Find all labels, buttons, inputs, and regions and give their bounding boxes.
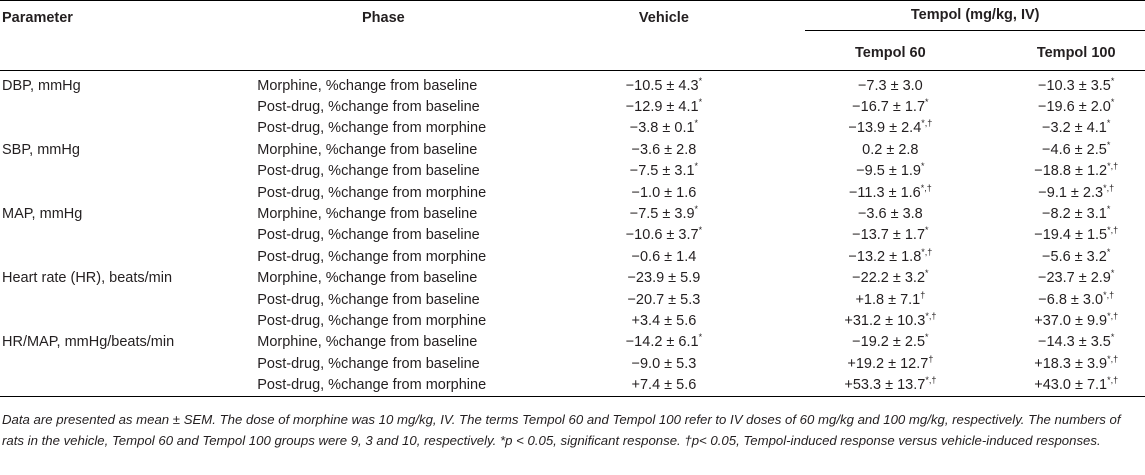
table-body <box>0 71 1145 397</box>
cell-tempol100: −8.2 ± 3.1* <box>1042 204 1111 223</box>
significance-marker: * <box>694 161 699 172</box>
cell-vehicle: −7.5 ± 3.1* <box>629 161 699 180</box>
cell-parameter <box>0 182 257 203</box>
significance-marker: *,† <box>1103 289 1115 300</box>
significance-marker: *,† <box>920 182 932 193</box>
cell-tempol60: −9.5 ± 1.9* <box>856 161 925 180</box>
col-header-tempol100: Tempol 100 <box>1036 45 1116 61</box>
significance-marker: * <box>698 332 703 343</box>
cell-tempol100: −5.6 ± 3.2* <box>1042 246 1111 265</box>
tempol-group-label: Tempol (mg/kg, IV) <box>805 7 1145 31</box>
significance-marker: *,† <box>921 246 933 257</box>
cell-phase: Morphine, %change from baseline <box>257 77 478 94</box>
significance-marker: *,† <box>1107 225 1119 236</box>
cell-tempol100: −19.6 ± 2.0* <box>1037 97 1115 116</box>
significance-marker: * <box>1110 97 1115 108</box>
cell-phase: Post-drug, %change from morphine <box>257 374 509 396</box>
significance-marker: * <box>1106 246 1111 257</box>
cell-parameter <box>0 225 257 246</box>
table-row <box>0 139 1145 160</box>
cell-vehicle: +7.4 ± 5.6 <box>510 374 764 396</box>
significance-marker: * <box>1106 204 1111 215</box>
cell-tempol60: +53.3 ± 13.7*,† <box>763 374 967 396</box>
cell-phase: Post-drug, %change from baseline <box>257 355 480 372</box>
significance-marker: *,† <box>925 311 937 322</box>
table-row <box>0 71 1145 97</box>
cell-tempol100: −3.2 ± 4.1* <box>1042 118 1111 137</box>
cell-phase: Morphine, %change from baseline <box>257 270 478 287</box>
cell-vehicle: −7.5 ± 3.9* <box>629 204 699 223</box>
cell-vehicle: −10.5 ± 4.3* <box>625 75 703 94</box>
col-header-phase: Phase <box>257 1 509 71</box>
cell-vehicle: −14.2 ± 6.1* <box>625 332 703 351</box>
significance-marker: * <box>1110 75 1115 86</box>
cell-tempol60: −7.3 ± 3.0 <box>857 77 923 94</box>
cell-tempol100: −18.8 ± 1.2*,† <box>1034 161 1119 180</box>
cell-tempol60: +1.8 ± 7.1† <box>855 289 926 308</box>
significance-marker: * <box>698 225 703 236</box>
cell-tempol100: −10.3 ± 3.5* <box>1037 75 1115 94</box>
cell-vehicle: −1.0 ± 1.6 <box>631 184 697 201</box>
cell-parameter <box>0 96 257 117</box>
cell-vehicle: −20.7 ± 5.3 <box>627 291 701 308</box>
table-row <box>0 268 1145 289</box>
cell-phase: Post-drug, %change from morphine <box>257 248 487 265</box>
cell-tempol60: −3.6 ± 3.8 <box>857 206 923 223</box>
significance-marker: * <box>925 268 929 279</box>
cell-phase: Morphine, %change from baseline <box>257 141 478 158</box>
significance-marker: * <box>1106 140 1111 151</box>
significance-marker: * <box>1110 268 1115 279</box>
table-row <box>0 182 1145 203</box>
cell-phase: Post-drug, %change from baseline <box>257 99 480 116</box>
cell-parameter: DBP, mmHg <box>2 77 81 94</box>
cell-tempol100: +18.3 ± 3.9*,† <box>1034 353 1119 372</box>
cell-phase: Post-drug, %change from morphine <box>257 312 487 329</box>
table-row <box>0 161 1145 182</box>
col-header-vehicle: Vehicle <box>510 1 764 71</box>
significance-marker: * <box>694 204 699 215</box>
cell-vehicle: −23.9 ± 5.9 <box>627 270 701 287</box>
significance-marker: *,† <box>925 375 937 386</box>
cell-parameter <box>0 246 257 267</box>
cell-tempol60: 0.2 ± 2.8 <box>862 141 919 158</box>
significance-marker: † <box>928 353 934 364</box>
table-row <box>0 96 1145 117</box>
cell-parameter: Heart rate (HR), beats/min <box>2 270 173 287</box>
significance-marker: * <box>925 225 929 236</box>
cell-parameter <box>0 353 257 374</box>
cell-tempol60: −11.3 ± 1.6*,† <box>848 182 932 201</box>
cell-tempol60: −22.2 ± 3.2* <box>852 268 929 287</box>
col-header-tempol60: Tempol 60 <box>855 45 926 61</box>
cell-tempol100: −14.3 ± 3.5* <box>1037 332 1115 351</box>
significance-marker: * <box>698 75 703 86</box>
cell-phase: Morphine, %change from baseline <box>257 206 478 223</box>
cell-tempol60: −16.7 ± 1.7* <box>852 97 929 116</box>
cell-parameter <box>0 289 257 310</box>
significance-marker: * <box>1110 332 1115 343</box>
cell-vehicle: −3.6 ± 2.8 <box>631 141 697 158</box>
table-row <box>0 374 1145 396</box>
cell-parameter <box>0 374 257 396</box>
cell-parameter <box>0 118 257 139</box>
cell-tempol60: +19.2 ± 12.7† <box>847 353 934 372</box>
table-row <box>0 353 1145 374</box>
cell-vehicle: −3.8 ± 0.1* <box>629 118 699 137</box>
significance-marker: * <box>698 97 703 108</box>
significance-marker: * <box>1106 118 1111 129</box>
cell-parameter: HR/MAP, mmHg/beats/min <box>2 334 175 351</box>
cell-parameter: SBP, mmHg <box>2 141 80 158</box>
table-row <box>0 225 1145 246</box>
cell-phase: Post-drug, %change from baseline <box>257 163 480 180</box>
col-header-tempol-group <box>763 1 1145 37</box>
significance-marker: *,† <box>1107 161 1119 172</box>
cell-phase: Post-drug, %change from morphine <box>257 184 487 201</box>
cell-tempol100: +43.0 ± 7.1*,† <box>967 374 1145 396</box>
cell-phase: Post-drug, %change from baseline <box>257 227 480 244</box>
table-row <box>0 289 1145 310</box>
significance-marker: * <box>925 97 929 108</box>
cell-tempol60: −13.9 ± 2.4*,† <box>848 118 933 137</box>
significance-marker: *,† <box>1103 182 1115 193</box>
cell-parameter <box>0 161 257 182</box>
cell-parameter <box>0 310 257 331</box>
cell-phase: Post-drug, %change from baseline <box>257 291 480 308</box>
table-footnote: Data are presented as mean ± SEM. The dose of morphine was 10 mg/kg, IV. The terms Tempol 60 and Tempol 100 refer to IV doses of 60 mg/kg and 100 mg/kg, respectively. The numbers of rats in the vehicle, Tempol 60 and Tempol 100 groups were 9, 3 and 10, respectively. *p < 0.05, significant response. †p< 0.05, Tempol-induced response versus vehicle-induced responses. <box>2 412 1121 448</box>
cell-tempol100: −19.4 ± 1.5*,† <box>1034 225 1119 244</box>
cell-tempol100: +37.0 ± 9.9*,† <box>1034 311 1119 329</box>
table-row <box>0 246 1145 267</box>
significance-marker: † <box>920 289 926 300</box>
cell-phase: Morphine, %change from baseline <box>257 334 478 351</box>
col-header-parameter: Parameter <box>0 1 257 71</box>
cell-phase: Post-drug, %change from morphine <box>257 120 487 137</box>
cell-tempol60: −19.2 ± 2.5* <box>852 332 929 351</box>
cell-parameter: MAP, mmHg <box>2 206 83 223</box>
cell-tempol100: −4.6 ± 2.5* <box>1042 140 1111 158</box>
significance-marker: * <box>694 118 699 129</box>
cell-vehicle: −0.6 ± 1.4 <box>631 248 697 265</box>
table-row <box>0 310 1145 331</box>
table-row <box>0 203 1145 224</box>
cell-tempol60: −13.2 ± 1.8*,† <box>848 246 933 265</box>
cell-vehicle: −9.0 ± 5.3 <box>631 355 697 372</box>
cell-vehicle: −12.9 ± 4.1* <box>625 97 703 116</box>
significance-marker: * <box>925 332 929 343</box>
cell-vehicle: −10.6 ± 3.7* <box>625 225 703 244</box>
cell-tempol100: −23.7 ± 2.9* <box>1037 268 1115 287</box>
cell-vehicle: +3.4 ± 5.6 <box>631 312 697 329</box>
cell-tempol60: +31.2 ± 10.3*,† <box>844 311 937 329</box>
table-row <box>0 118 1145 139</box>
significance-marker: *,† <box>1107 311 1119 322</box>
significance-marker: *,† <box>1107 353 1119 364</box>
significance-marker: *,† <box>1107 375 1119 386</box>
table-row <box>0 332 1145 353</box>
cell-tempol100: −9.1 ± 2.3*,† <box>1038 182 1115 201</box>
significance-marker: * <box>920 161 925 172</box>
cell-tempol100: −6.8 ± 3.0*,† <box>1038 289 1115 308</box>
cell-tempol60: −13.7 ± 1.7* <box>852 225 929 244</box>
significance-marker: *,† <box>921 118 933 129</box>
